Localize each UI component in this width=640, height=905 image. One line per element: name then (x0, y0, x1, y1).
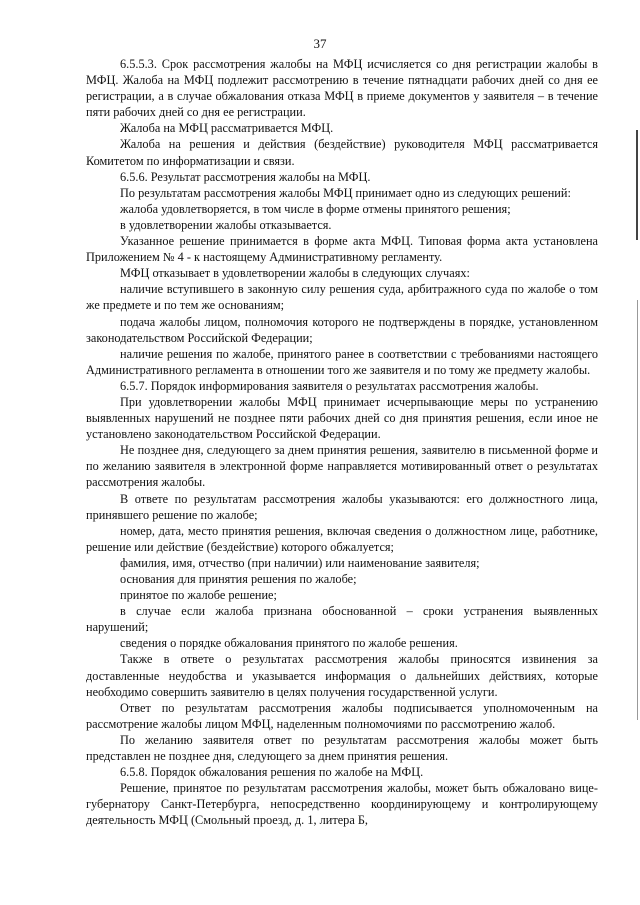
paragraph: Жалоба на МФЦ рассматривается МФЦ. (120, 121, 334, 136)
page-number: 37 (313, 36, 327, 51)
paragraph: Ответ по результатам рассмотрения жалобы подписывается уполномоченным на рассмотрение жалобы лицом МФЦ, наделенным полномочиями по рассмотрению жалоб. (86, 700, 598, 731)
paragraph: жалоба удовлетворяется, в том числе в форме отмены принятого решения; (120, 201, 511, 216)
paragraph: в удовлетворении жалобы отказывается. (120, 217, 332, 232)
paragraph: Также в ответе о результатах рассмотрения жалобы приносятся извинения за доставленные неудобства и указывается информация о дальнейших действиях, которые необходимо совершить заявителю в целях получения государственной услуги. (86, 652, 598, 699)
paragraph: По результатам рассмотрения жалобы МФЦ принимает одно из следующих решений: (120, 185, 571, 200)
paragraph: 6.5.7. Порядок информирования заявителя о результатах рассмотрения жалобы. (120, 378, 539, 393)
paragraph: сведения о порядке обжалования принятого по жалобе решения. (120, 636, 458, 651)
paragraph: По желанию заявителя ответ по результатам рассмотрения жалобы может быть представлен не позднее дня, следующего за днем принятия решения. (86, 732, 598, 764)
paragraph: 6.5.5.3. Срок рассмотрения жалобы на МФЦ исчисляется со дня регистрации жалобы в МФЦ. Жалоба на МФЦ подлежит рассмотрению в течение пятнадцати рабочих дней со дня ее регистрации, а в случае обжалования отказа МФЦ в приеме документов у заявителя – в течение пяти рабочих дней со дня ее регистрации. (86, 57, 598, 120)
paragraph: наличие вступившего в законную силу решения суда, арбитражного суда по жалобе о том же предмете и по тем же основаниям; (86, 282, 598, 313)
paragraph: МФЦ отказывает в удовлетворении жалобы в следующих случаях: (120, 266, 470, 281)
paragraph: 6.5.6. Результат рассмотрения жалобы на МФЦ. (120, 169, 371, 184)
paragraph: подача жалобы лицом, полномочия которого не подтверждены в порядке, установленном законодательством Российской Федерации; (86, 314, 598, 345)
scan-edge-mark (636, 130, 638, 240)
paragraph: наличие решения по жалобе, принятого ранее в соответствии с требованиями настоящего Административного регламента в отношении того же заявителя и по тому же предмету жалобы. (86, 346, 598, 377)
paragraph: принятое по жалобе решение; (120, 588, 277, 603)
paragraph: В ответе по результатам рассмотрения жалобы указываются: его должностного лица, принявшего решение по жалобе; (86, 491, 598, 522)
paragraph: Решение, принятое по результатам рассмотрения жалобы, может быть обжаловано вице-губернатору Санкт-Петербурга, непосредственно координирующему и контролирующему деятельность МФЦ (Смольный проезд, д. 1, литера Б, (86, 781, 598, 828)
document-body (86, 56, 598, 829)
paragraph: Жалоба на решения и действия (бездействие) руководителя МФЦ рассматривается Комитетом по информатизации и связи. (86, 137, 598, 168)
paragraph: Указанное решение принимается в форме акта МФЦ. Типовая форма акта установлена Приложением № 4 - к настоящему Административному регламенту. (86, 234, 598, 265)
paragraph: 6.5.8. Порядок обжалования решения по жалобе на МФЦ. (120, 765, 424, 780)
paragraph: фамилия, имя, отчество (при наличии) или наименование заявителя; (120, 555, 480, 570)
paragraph: При удовлетворении жалобы МФЦ принимает исчерпывающие меры по устранению выявленных нарушений не позднее пяти рабочих дней со дня принятия решения, если иное не установлено законодательством Российской Федерации. (86, 394, 598, 442)
paragraph: основания для принятия решения по жалобе; (120, 572, 357, 586)
paragraph: в случае если жалоба признана обоснованной – сроки устранения выявленных нарушений; (86, 604, 598, 635)
paragraph: Не позднее дня, следующего за днем принятия решения, заявителю в письменной форме и по желанию заявителя в электронной форме направляется мотивированный ответ о результатах рассмотрения жалобы. (86, 443, 598, 490)
paragraph: номер, дата, место принятия решения, включая сведения о должностном лице, работнике, решение или действие (бездействие) которого обжалуется; (86, 523, 598, 554)
scan-edge-mark (637, 300, 638, 720)
